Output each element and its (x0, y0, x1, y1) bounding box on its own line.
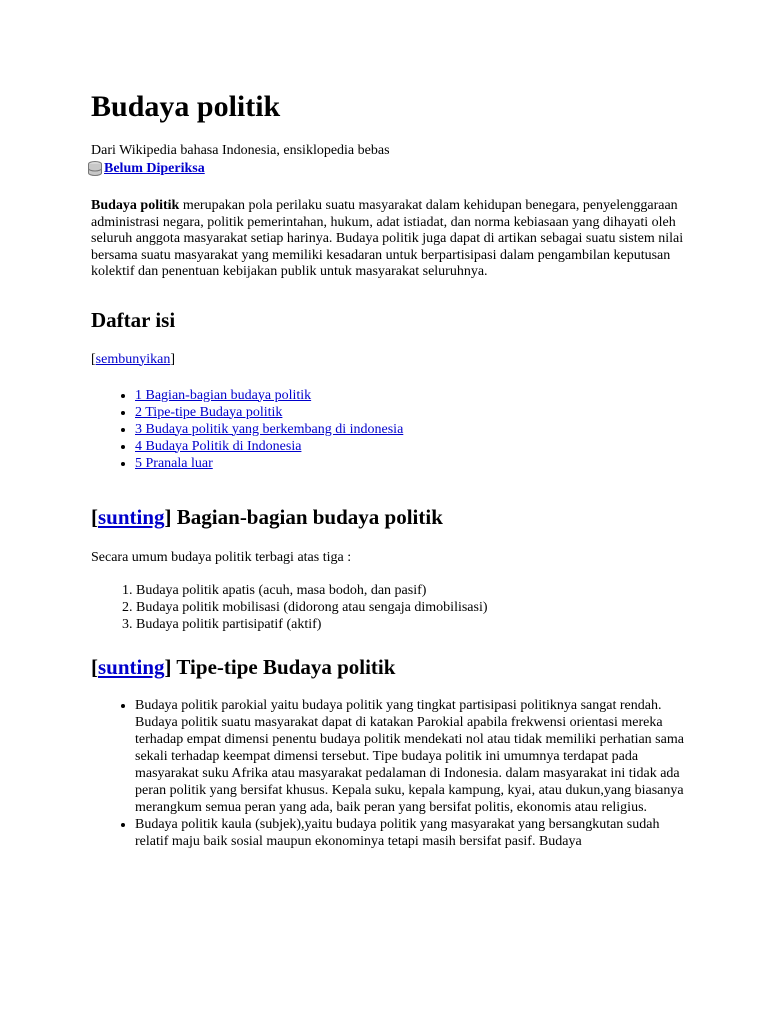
toc-item (135, 438, 691, 455)
review-status (87, 160, 691, 178)
section-heading-1: [sunting] Bagian-bagian budaya politik (91, 504, 443, 529)
section-1-list (91, 582, 691, 633)
list-item: • Budaya politik parokial yaitu budaya politik yang tingkat partisipasi politiknya sangat rendah. Budaya politik suatu masyarakat dapat di katakan Parokial apabila frekwensi orientasi mereka terhadap empat dimensi penentu budaya politik mendekati nol atau tidak memiliki perhatian sama sekali terhadap keempat dimensi tersebut. Tipe budaya politik ini umumnya terdapat pada masyarakat suku Afrika atau masyarakat pedalaman di Indonesia. dalam masyarakat ini tidak ada peran politik yang bersifat khusus. Kepala suku, kepala kampung, kyai, atau dukun,yang biasanya merangkum semua peran yang ada, baik peran yang bersifat politis, ekonomis atau religius. (135, 697, 691, 816)
toc-hide-link[interactable]: sembunyikan (95, 351, 171, 367)
intro-term: Budaya politik (91, 198, 180, 213)
database-icon (87, 160, 103, 178)
toc-link-2[interactable]: 2 Tipe-tipe Budaya politik (135, 404, 283, 420)
edit-section-link-1[interactable]: sunting (98, 504, 165, 529)
intro-text: merupakan pola perilaku suatu masyarakat dalam kehidupan benegara, penyelenggaraan administrasi negara, politik pemerintahan, hukum, adat istiadat, dan norma kebiasaan yang dihayati oleh seluruh anggota masyarakat setiap harinya. Budaya politik juga dapat di artikan sebagai suatu sistem nilai bersama suatu masyarakat yang memiliki kesadaran untuk berpartisipasi dalam pengambilan keputusan kolektif dan penentuan kebijakan publik untuk masyarakat seluruhnya. (91, 198, 684, 279)
toc-link-5[interactable]: 5 Pranala luar (135, 455, 213, 471)
toc-title: Daftar isi (91, 307, 176, 332)
edit-section-link-2[interactable]: sunting (98, 655, 165, 679)
toc-link-3[interactable]: 3 Budaya politik yang berkembang di indonesia (135, 421, 404, 437)
section-heading-1-text: Bagian-bagian budaya politik (176, 504, 443, 529)
toc-item (135, 387, 691, 404)
section-heading-2-text: Tipe-tipe Budaya politik (176, 655, 396, 679)
site-subtitle: Dari Wikipedia bahasa Indonesia, ensiklopedia bebas (91, 143, 390, 158)
list-item: 3. Budaya politik partisipatif (aktif) (136, 616, 691, 633)
toc-toggle: [sembunyikan] (91, 351, 175, 367)
toc-list (91, 387, 691, 472)
toc-item (135, 404, 691, 421)
list-item: • Budaya politik kaula (subjek),yaitu budaya politik yang masyarakat yang bersangkutan sudah relatif maju baik sosial maupun ekonominya tetapi masih bersifat pasif. Budaya (135, 816, 691, 850)
section-2-list (91, 697, 691, 850)
toc-link-4[interactable]: 4 Budaya Politik di Indonesia (135, 438, 302, 454)
list-item: 1. Budaya politik apatis (acuh, masa bodoh, dan pasif) (136, 582, 691, 599)
toc-link-1[interactable]: 1 Bagian-bagian budaya politik (135, 387, 312, 403)
toc-item (135, 455, 691, 472)
review-status-link[interactable]: Belum Diperiksa (104, 161, 205, 176)
page-title: Budaya politik (91, 90, 281, 123)
intro-paragraph (91, 198, 691, 281)
section-1-intro: Secara umum budaya politik terbagi atas tiga : (91, 549, 352, 565)
article-content (91, 88, 691, 850)
section-heading-2: [sunting] Tipe-tipe Budaya politik (91, 655, 396, 679)
toc-item (135, 421, 691, 438)
list-item: 2. Budaya politik mobilisasi (didorong atau sengaja dimobilisasi) (136, 599, 691, 616)
